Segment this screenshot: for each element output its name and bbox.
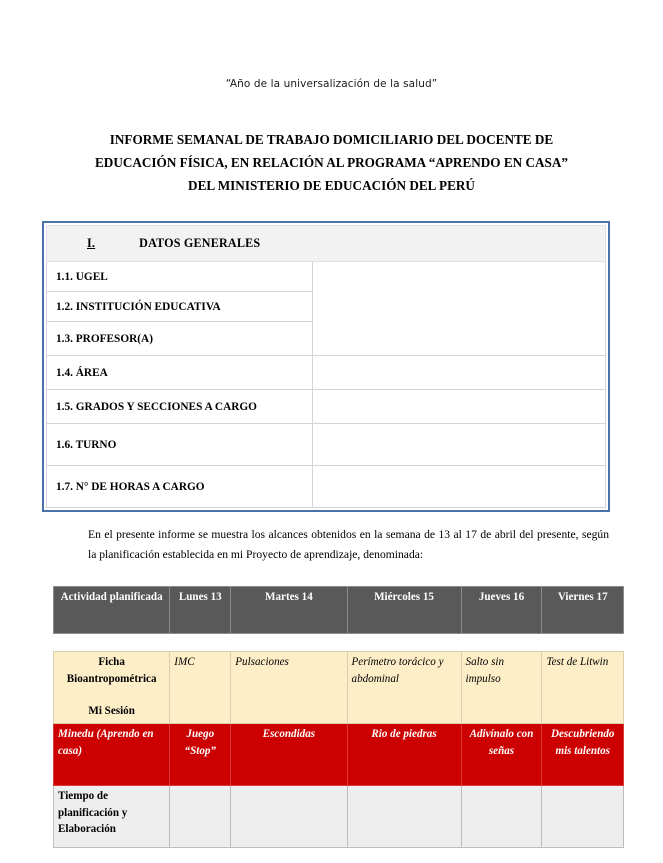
column-header-martes: Martes 14 (231, 587, 347, 634)
ficha-label-spacer (58, 687, 165, 703)
row-value-grados-secciones[interactable] (312, 390, 605, 424)
ficha-label-line-3: Mi Sesión (88, 705, 135, 717)
cell-minedu-viernes[interactable]: Descubriendo mis talentos (542, 724, 624, 786)
schedule-body-table-container (53, 651, 624, 848)
row-label-institucion-educativa: 1.2. INSTITUCIÓN EDUCATIVA (47, 292, 313, 322)
page-title-line-1: INFORME SEMANAL DE TRABAJO DOMICILIARIO DEL DOCENTE DE (109, 132, 554, 147)
table-row (47, 466, 606, 508)
row-label-grados-secciones: 1.5. GRADOS Y SECCIONES A CARGO (47, 390, 313, 424)
schedule-header-table-container (53, 586, 624, 634)
cell-tiempo-martes[interactable] (231, 786, 347, 848)
row-label-ugel: 1.1. UGEL (47, 262, 313, 292)
cell-tiempo-viernes[interactable] (542, 786, 624, 848)
page-title (55, 128, 608, 197)
table-row (54, 587, 624, 634)
datos-generales-table (46, 225, 606, 508)
row-value-ugel[interactable] (312, 262, 605, 356)
datos-generales-section-header (47, 226, 606, 262)
table-row (47, 262, 606, 292)
column-header-actividad-planificada: Actividad planificada (54, 587, 170, 634)
cell-tiempo-miercoles[interactable] (347, 786, 461, 848)
section-number: I. (87, 236, 96, 250)
cell-minedu-jueves[interactable]: Adivínalo con señas (461, 724, 542, 786)
cell-minedu-martes[interactable]: Escondidas (231, 724, 347, 786)
cell-ficha-miercoles[interactable]: Perímetro torácico y abdominal (347, 652, 461, 724)
table-row-ficha-bioantropometrica (54, 652, 624, 724)
table-row (47, 424, 606, 466)
row-label-ficha-bioantropometrica (54, 652, 170, 724)
cell-minedu-lunes[interactable]: Juego “Stop” (170, 724, 231, 786)
datos-generales-table-container (42, 221, 610, 512)
schedule-header-table (53, 586, 624, 634)
cell-tiempo-lunes[interactable] (170, 786, 231, 848)
section-title: DATOS GENERALES (139, 236, 261, 250)
column-header-lunes: Lunes 13 (170, 587, 231, 634)
row-value-turno[interactable] (312, 424, 605, 466)
table-row-tiempo-planificacion (54, 786, 624, 848)
row-label-horas-cargo: 1.7. N° DE HORAS A CARGO (47, 466, 313, 508)
ficha-label-line-1: Ficha (98, 656, 125, 668)
column-header-jueves: Jueves 16 (461, 587, 542, 634)
column-header-miercoles: Miércoles 15 (347, 587, 461, 634)
row-label-turno: 1.6. TURNO (47, 424, 313, 466)
cell-ficha-martes[interactable]: Pulsaciones (231, 652, 347, 724)
row-label-profesor: 1.3. PROFESOR(A) (47, 322, 313, 356)
column-header-viernes: Viernes 17 (542, 587, 624, 634)
cell-minedu-miercoles[interactable]: Rio de piedras (347, 724, 461, 786)
cell-ficha-viernes[interactable]: Test de Litwin (542, 652, 624, 724)
row-label-area: 1.4. ÁREA (47, 356, 313, 390)
row-value-horas-cargo[interactable] (312, 466, 605, 508)
table-row (47, 226, 606, 262)
row-value-area[interactable] (312, 356, 605, 390)
cell-tiempo-jueves[interactable] (461, 786, 542, 848)
year-motto: “Año de la universalización de la salud” (225, 78, 438, 90)
page-title-line-2: EDUCACIÓN FÍSICA, EN RELACIÓN AL PROGRAMA “APRENDO EN CASA” (95, 155, 568, 170)
row-label-minedu: Minedu (Aprendo en casa) (54, 724, 170, 786)
schedule-body-table (53, 651, 624, 848)
intro-paragraph: En el presente informe se muestra los alcances obtenidos en la semana de 13 al 17 de abril del presente, según la planificación establecida en mi Proyecto de aprendizaje, denominada: (88, 528, 609, 561)
cell-ficha-jueves[interactable]: Salto sin impulso (461, 652, 542, 724)
table-row (47, 356, 606, 390)
table-row (47, 390, 606, 424)
cell-ficha-lunes[interactable]: IMC (170, 652, 231, 724)
ficha-label-line-2: Bioantropométrica (66, 672, 157, 685)
row-label-tiempo-planificacion: Tiempo de planificación y Elaboración (54, 786, 170, 848)
page-title-line-3: DEL MINISTERIO DE EDUCACIÓN DEL PERÚ (188, 178, 475, 193)
table-row-minedu-aprendo-en-casa (54, 724, 624, 786)
